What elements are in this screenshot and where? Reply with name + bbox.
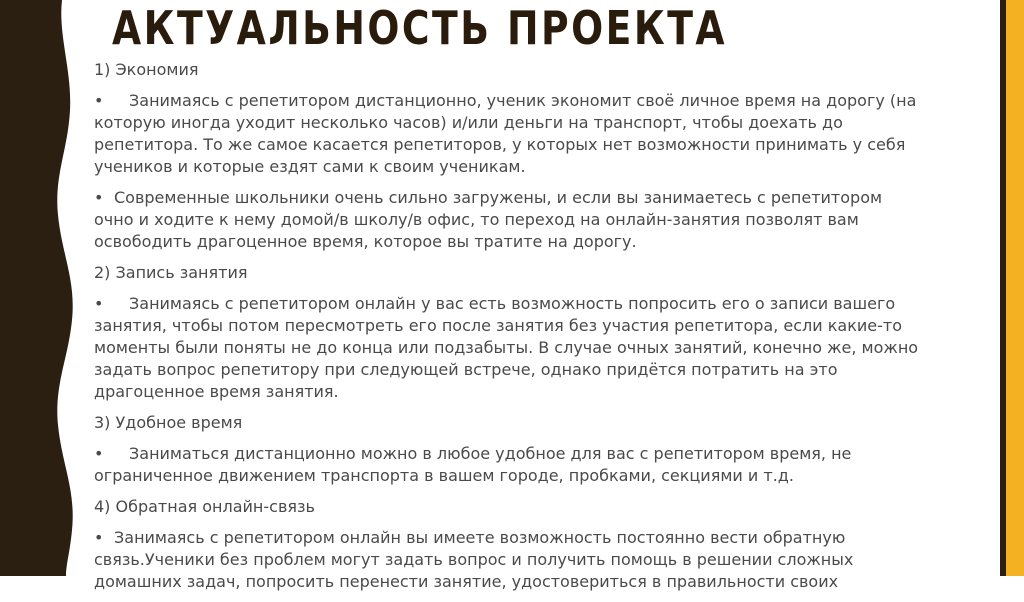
section-feedback <box>94 496 924 593</box>
section-economy <box>94 59 924 253</box>
paragraph-text: Заниматься дистанционно можно в любое удобное для вас с репетитором время, не ограниченное движением транспорта в вашем городе, пробками, секциями и т.д. <box>94 444 852 485</box>
paragraph-text: Занимаясь с репетитором онлайн вы имеете возможность постоянно вести обратную связь.Ученики без проблем могут задать вопрос и получить помощь в решении сложных домашних задач, попросить перенести занятие, удостовериться в правильности своих <box>94 528 854 591</box>
paragraph-text: Современные школьники очень сильно загружены, и если вы занимаетесь с репетитором очно и ходите к нему домой/в школу/в офис, то переход на онлайн-занятия позволят вам освободить драгоценное время, которое вы тратите на дорогу. <box>94 188 883 251</box>
section-recording <box>94 262 924 403</box>
section-heading: 1) Экономия <box>94 60 199 79</box>
bullet-icon: • <box>94 294 104 313</box>
section-heading: 2) Запись занятия <box>94 263 248 282</box>
bullet-icon: • <box>94 91 104 110</box>
bullet-paragraph <box>94 90 924 178</box>
slide-title: АКТУАЛЬНОСТЬ ПРОЕКТА <box>112 1 728 55</box>
bullet-paragraph <box>94 187 924 253</box>
decorative-right-band-gold <box>1006 0 1024 576</box>
bullet-icon: • <box>94 188 104 207</box>
section-heading: 3) Удобное время <box>94 413 243 432</box>
decorative-wavy-band <box>0 0 80 576</box>
bullet-icon: • <box>94 444 104 463</box>
bullet-icon: • <box>94 528 104 547</box>
slide-body <box>94 59 924 602</box>
paragraph-text: Занимаясь с репетитором дистанционно, ученик экономит своё личное время на дорогу (на которую иногда уходит несколько часов) и/или деньги на транспорт, чтобы доехать до репетитора. То же самое касается репетиторов, у которых нет возможности принимать у себя учеников и которые ездят сами к своим ученикам. <box>94 91 917 176</box>
bullet-paragraph <box>94 527 924 593</box>
bullet-paragraph <box>94 443 924 487</box>
section-convenient-time <box>94 412 924 487</box>
bullet-paragraph <box>94 293 924 403</box>
paragraph-text: Занимаясь с репетитором онлайн у вас есть возможность попросить его о записи вашего занятия, чтобы потом пересмотреть его после занятия без участия репетитора, если какие-то моменты были поняты не до конца или подзабыты. В случае очных занятий, конечно же, можно задать вопрос репетитору при следующей встрече, однако придётся потратить на это драгоценное время занятия. <box>94 294 919 401</box>
section-heading: 4) Обратная онлайн-связь <box>94 497 315 516</box>
